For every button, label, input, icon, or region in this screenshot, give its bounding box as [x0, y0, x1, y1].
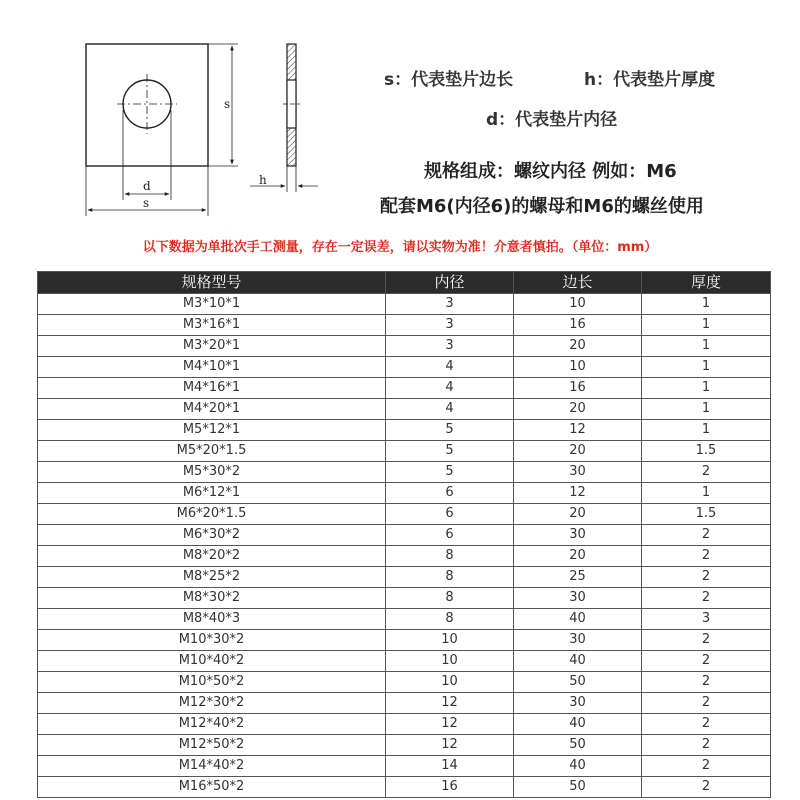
- cell-inner-diameter: 5: [386, 462, 514, 483]
- header-inner-diameter: 内径: [386, 272, 514, 294]
- cell-side-length: 20: [514, 399, 642, 420]
- cell-model: M12*30*2: [38, 693, 386, 714]
- cell-thickness: 2: [642, 567, 771, 588]
- table-row: [38, 546, 771, 567]
- legend-h-definition: h：代表垫片厚度: [584, 70, 716, 90]
- cell-inner-diameter: 10: [386, 672, 514, 693]
- table-row: [38, 483, 771, 504]
- table-row: [38, 588, 771, 609]
- cell-inner-diameter: 4: [386, 357, 514, 378]
- cell-model: M8*25*2: [38, 567, 386, 588]
- cell-side-length: 12: [514, 420, 642, 441]
- table-row: [38, 735, 771, 756]
- cell-side-length: 50: [514, 777, 642, 798]
- cell-side-length: 10: [514, 357, 642, 378]
- cell-inner-diameter: 5: [386, 420, 514, 441]
- table-row: [38, 357, 771, 378]
- table-row: [38, 420, 771, 441]
- cell-side-length: 16: [514, 378, 642, 399]
- cell-side-length: 40: [514, 609, 642, 630]
- cell-thickness: 1: [642, 336, 771, 357]
- table-row: [38, 567, 771, 588]
- table-row: [38, 609, 771, 630]
- table-row: [38, 504, 771, 525]
- table-row: [38, 651, 771, 672]
- table-row: [38, 462, 771, 483]
- cell-inner-diameter: 12: [386, 735, 514, 756]
- cell-model: M6*12*1: [38, 483, 386, 504]
- dim-label-s-bottom: s: [143, 196, 150, 210]
- table-body: [38, 294, 771, 798]
- cell-thickness: 2: [642, 588, 771, 609]
- cell-inner-diameter: 6: [386, 483, 514, 504]
- cell-thickness: 2: [642, 735, 771, 756]
- cell-thickness: 1: [642, 357, 771, 378]
- legend-s-definition: s：代表垫片边长: [384, 70, 514, 90]
- cell-thickness: 2: [642, 651, 771, 672]
- cell-model: M10*40*2: [38, 651, 386, 672]
- cell-thickness: 2: [642, 525, 771, 546]
- table-row: [38, 525, 771, 546]
- cell-inner-diameter: 8: [386, 609, 514, 630]
- cell-thickness: 2: [642, 693, 771, 714]
- cell-model: M5*30*2: [38, 462, 386, 483]
- cell-side-length: 30: [514, 693, 642, 714]
- table-row: [38, 756, 771, 777]
- cell-inner-diameter: 6: [386, 525, 514, 546]
- cell-inner-diameter: 10: [386, 651, 514, 672]
- cell-inner-diameter: 6: [386, 504, 514, 525]
- cell-side-length: 50: [514, 735, 642, 756]
- dim-label-h: h: [259, 173, 267, 187]
- cell-inner-diameter: 8: [386, 588, 514, 609]
- cell-thickness: 2: [642, 630, 771, 651]
- cell-model: M10*50*2: [38, 672, 386, 693]
- cell-model: M14*40*2: [38, 756, 386, 777]
- dim-label-s-front: s: [224, 97, 231, 111]
- washer-diagram: [0, 0, 330, 230]
- cell-inner-diameter: 4: [386, 378, 514, 399]
- spec-table: [37, 271, 771, 798]
- table-row: [38, 315, 771, 336]
- cell-model: M12*40*2: [38, 714, 386, 735]
- cell-thickness: 1: [642, 420, 771, 441]
- cell-model: M6*20*1.5: [38, 504, 386, 525]
- cell-model: M5*20*1.5: [38, 441, 386, 462]
- cell-side-length: 40: [514, 714, 642, 735]
- cell-model: M4*20*1: [38, 399, 386, 420]
- legend-composition: 规格组成：螺纹内径 例如：M6: [424, 161, 677, 182]
- cell-inner-diameter: 8: [386, 567, 514, 588]
- cell-model: M16*50*2: [38, 777, 386, 798]
- cell-side-length: 20: [514, 441, 642, 462]
- cell-model: M4*16*1: [38, 378, 386, 399]
- cell-model: M8*20*2: [38, 546, 386, 567]
- cell-thickness: 1: [642, 483, 771, 504]
- legend-d-definition: d：代表垫片内径: [486, 110, 618, 130]
- dim-label-d: d: [143, 179, 151, 193]
- cell-thickness: 1.5: [642, 441, 771, 462]
- header-model: 规格型号: [38, 272, 386, 294]
- cell-side-length: 12: [514, 483, 642, 504]
- cell-model: M8*40*3: [38, 609, 386, 630]
- table-row: [38, 777, 771, 798]
- table-row: [38, 336, 771, 357]
- cell-inner-diameter: 12: [386, 714, 514, 735]
- table-row: [38, 714, 771, 735]
- header-thickness: 厚度: [642, 272, 771, 294]
- washer-side-view: [283, 44, 300, 166]
- cell-thickness: 2: [642, 672, 771, 693]
- cell-model: M5*12*1: [38, 420, 386, 441]
- cell-side-length: 40: [514, 756, 642, 777]
- table-header-row: [38, 272, 771, 294]
- cell-thickness: 1.5: [642, 504, 771, 525]
- cell-inner-diameter: 3: [386, 315, 514, 336]
- cell-side-length: 20: [514, 546, 642, 567]
- table-row: [38, 441, 771, 462]
- cell-model: M4*10*1: [38, 357, 386, 378]
- cell-inner-diameter: 16: [386, 777, 514, 798]
- cell-side-length: 40: [514, 651, 642, 672]
- cell-inner-diameter: 10: [386, 630, 514, 651]
- washer-front-view: [86, 44, 208, 166]
- cell-side-length: 25: [514, 567, 642, 588]
- washer-hole: [123, 80, 171, 128]
- cell-thickness: 1: [642, 315, 771, 336]
- cell-thickness: 2: [642, 546, 771, 567]
- table-row: [38, 693, 771, 714]
- table-row: [38, 294, 771, 315]
- cell-side-length: 16: [514, 315, 642, 336]
- cell-thickness: 2: [642, 777, 771, 798]
- cell-thickness: 2: [642, 714, 771, 735]
- cell-side-length: 20: [514, 336, 642, 357]
- cell-inner-diameter: 14: [386, 756, 514, 777]
- cell-model: M12*50*2: [38, 735, 386, 756]
- cell-side-length: 50: [514, 672, 642, 693]
- table-row: [38, 672, 771, 693]
- cell-thickness: 2: [642, 462, 771, 483]
- header-side-length: 边长: [514, 272, 642, 294]
- cell-inner-diameter: 3: [386, 294, 514, 315]
- cell-inner-diameter: 12: [386, 693, 514, 714]
- cell-inner-diameter: 3: [386, 336, 514, 357]
- cell-model: M3*16*1: [38, 315, 386, 336]
- cell-thickness: 1: [642, 378, 771, 399]
- table-row: [38, 630, 771, 651]
- cell-inner-diameter: 5: [386, 441, 514, 462]
- cell-side-length: 30: [514, 588, 642, 609]
- measurement-warning: 以下数据为单批次手工测量，存在一定误差，请以实物为准！介意者慎拍。（单位：mm）: [142, 240, 658, 255]
- table-row: [38, 378, 771, 399]
- cell-thickness: 2: [642, 756, 771, 777]
- cell-model: M3*20*1: [38, 336, 386, 357]
- cell-side-length: 20: [514, 504, 642, 525]
- cell-side-length: 10: [514, 294, 642, 315]
- cell-inner-diameter: 8: [386, 546, 514, 567]
- cell-model: M6*30*2: [38, 525, 386, 546]
- legend-usage: 配套M6(内径6)的螺母和M6的螺丝使用: [380, 196, 704, 217]
- cell-model: M10*30*2: [38, 630, 386, 651]
- cell-side-length: 30: [514, 462, 642, 483]
- cell-inner-diameter: 4: [386, 399, 514, 420]
- cell-side-length: 30: [514, 630, 642, 651]
- cell-model: M8*30*2: [38, 588, 386, 609]
- cell-model: M3*10*1: [38, 294, 386, 315]
- cell-side-length: 30: [514, 525, 642, 546]
- cell-thickness: 1: [642, 294, 771, 315]
- cell-thickness: 3: [642, 609, 771, 630]
- cell-thickness: 1: [642, 399, 771, 420]
- table-row: [38, 399, 771, 420]
